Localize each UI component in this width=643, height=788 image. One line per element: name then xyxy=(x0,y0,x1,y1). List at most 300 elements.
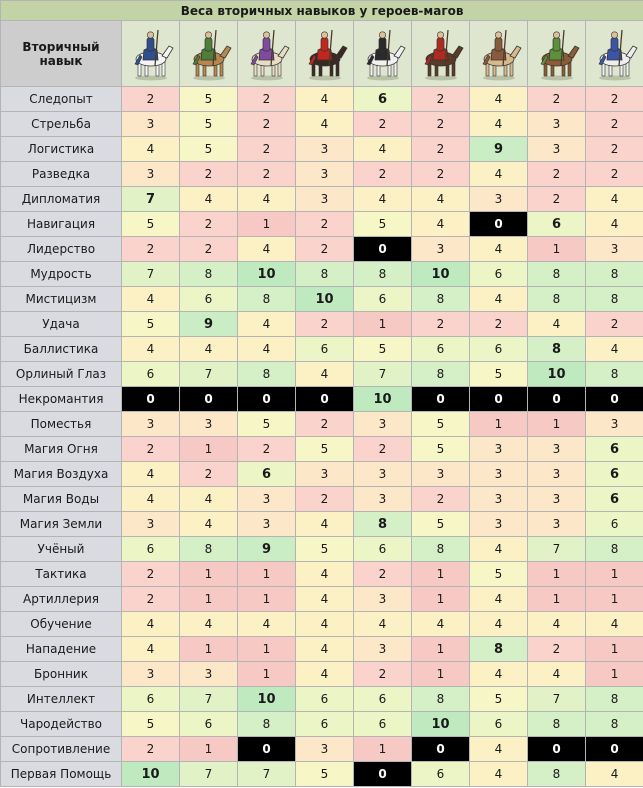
weight-cell: 4 xyxy=(180,612,238,637)
weight-cell: 1 xyxy=(238,662,296,687)
weight-cell: 3 xyxy=(296,737,354,762)
weight-cell: 10 xyxy=(238,687,296,712)
weight-cell: 2 xyxy=(238,437,296,462)
table-row xyxy=(1,412,643,437)
weight-cell: 2 xyxy=(238,162,296,187)
weight-cell: 8 xyxy=(528,287,586,312)
weight-cell: 6 xyxy=(586,487,643,512)
weight-cell: 3 xyxy=(586,237,643,262)
table-row xyxy=(1,387,643,412)
weight-cell: 4 xyxy=(238,312,296,337)
weight-cell: 2 xyxy=(180,237,238,262)
table-row xyxy=(1,87,643,112)
table-row xyxy=(1,537,643,562)
weight-cell: 6 xyxy=(180,712,238,737)
weight-cell: 4 xyxy=(296,87,354,112)
table-row xyxy=(1,562,643,587)
weight-cell: 4 xyxy=(470,287,528,312)
table-row xyxy=(1,712,643,737)
skill-name-cell: Мудрость xyxy=(1,262,122,287)
skill-name-cell: Разведка xyxy=(1,162,122,187)
weight-cell: 0 xyxy=(470,387,528,412)
weight-cell: 3 xyxy=(528,437,586,462)
weight-cell: 10 xyxy=(412,262,470,287)
table-row xyxy=(1,737,643,762)
skill-name-cell: Магия Воздуха xyxy=(1,462,122,487)
weight-cell: 5 xyxy=(470,362,528,387)
weight-cell: 4 xyxy=(122,637,180,662)
weight-cell: 3 xyxy=(470,437,528,462)
weight-cell: 2 xyxy=(180,462,238,487)
hero-header-4 xyxy=(296,21,354,87)
weight-cell: 6 xyxy=(354,712,412,737)
skill-name-cell: Поместья xyxy=(1,412,122,437)
weight-cell: 3 xyxy=(412,237,470,262)
weight-cell: 2 xyxy=(296,487,354,512)
skill-column-header: Вторичный навык xyxy=(1,21,122,87)
weight-cell: 2 xyxy=(122,87,180,112)
weight-cell: 5 xyxy=(296,437,354,462)
skill-name-cell: Тактика xyxy=(1,562,122,587)
skill-name-cell: Мистицизм xyxy=(1,287,122,312)
skill-name-cell: Первая Помощь xyxy=(1,762,122,787)
weight-cell: 6 xyxy=(296,687,354,712)
hero-header-1 xyxy=(122,21,180,87)
table-row xyxy=(1,637,643,662)
table-row xyxy=(1,462,643,487)
weight-cell: 4 xyxy=(180,512,238,537)
weight-cell: 2 xyxy=(412,87,470,112)
skill-name-cell: Логистика xyxy=(1,137,122,162)
weight-cell: 6 xyxy=(412,762,470,787)
knight-rider-icon xyxy=(184,26,234,82)
weight-cell: 2 xyxy=(180,162,238,187)
table-row xyxy=(1,512,643,537)
skill-name-cell: Артиллерия xyxy=(1,587,122,612)
weight-cell: 3 xyxy=(238,512,296,537)
weight-cell: 6 xyxy=(586,512,643,537)
weight-cell: 3 xyxy=(238,487,296,512)
weight-cell: 1 xyxy=(180,587,238,612)
weight-cell: 7 xyxy=(238,762,296,787)
weight-cell: 7 xyxy=(122,187,180,212)
weight-cell: 4 xyxy=(122,612,180,637)
weight-cell: 2 xyxy=(354,112,412,137)
weight-cell: 1 xyxy=(412,637,470,662)
weight-cell: 2 xyxy=(296,237,354,262)
weight-cell: 8 xyxy=(586,537,643,562)
weight-cell: 5 xyxy=(180,87,238,112)
weight-cell: 8 xyxy=(354,512,412,537)
weight-cell: 8 xyxy=(528,762,586,787)
weight-cell: 4 xyxy=(528,312,586,337)
weight-cell: 0 xyxy=(122,387,180,412)
weight-cell: 4 xyxy=(238,187,296,212)
weight-cell: 0 xyxy=(470,212,528,237)
weight-cell: 6 xyxy=(528,212,586,237)
weight-cell: 8 xyxy=(586,287,643,312)
skill-name-cell: Учёный xyxy=(1,537,122,562)
table-row xyxy=(1,237,643,262)
weight-cell: 6 xyxy=(238,462,296,487)
table-row xyxy=(1,687,643,712)
weight-cell: 4 xyxy=(180,337,238,362)
table-row xyxy=(1,487,643,512)
weight-cell: 6 xyxy=(354,687,412,712)
weight-cell: 0 xyxy=(354,762,412,787)
weight-cell: 1 xyxy=(354,737,412,762)
weight-cell: 4 xyxy=(238,237,296,262)
weight-cell: 3 xyxy=(354,587,412,612)
weight-cell: 6 xyxy=(122,687,180,712)
weight-cell: 4 xyxy=(296,512,354,537)
weight-cell: 4 xyxy=(470,587,528,612)
weight-cell: 4 xyxy=(296,662,354,687)
weight-cell: 4 xyxy=(122,287,180,312)
weight-cell: 1 xyxy=(586,637,643,662)
weight-cell: 3 xyxy=(528,487,586,512)
weight-cell: 4 xyxy=(470,162,528,187)
weight-cell: 2 xyxy=(122,562,180,587)
weight-cell: 4 xyxy=(586,337,643,362)
weight-cell: 4 xyxy=(238,612,296,637)
weight-cell: 2 xyxy=(412,137,470,162)
weight-cell: 5 xyxy=(122,212,180,237)
weight-cell: 8 xyxy=(412,287,470,312)
weight-cell: 2 xyxy=(586,312,643,337)
weight-cell: 4 xyxy=(586,612,643,637)
weight-cell: 3 xyxy=(528,512,586,537)
weight-cell: 7 xyxy=(528,687,586,712)
hero-header-8 xyxy=(528,21,586,87)
weight-cell: 2 xyxy=(122,237,180,262)
skill-name-cell: Обучение xyxy=(1,612,122,637)
skill-name-cell: Магия Огня xyxy=(1,437,122,462)
weight-cell: 1 xyxy=(354,312,412,337)
weight-cell: 5 xyxy=(412,412,470,437)
knight-rider-icon xyxy=(358,26,408,82)
weight-cell: 1 xyxy=(412,662,470,687)
weight-cell: 4 xyxy=(180,487,238,512)
weight-cell: 3 xyxy=(296,137,354,162)
weight-cell: 2 xyxy=(528,187,586,212)
weight-cell: 4 xyxy=(470,237,528,262)
weight-cell: 1 xyxy=(180,437,238,462)
weight-cell: 4 xyxy=(354,187,412,212)
weight-cell: 3 xyxy=(296,162,354,187)
weight-cell: 0 xyxy=(586,387,643,412)
weight-cell: 6 xyxy=(470,262,528,287)
weight-cell: 8 xyxy=(412,537,470,562)
table-row xyxy=(1,187,643,212)
weight-cell: 2 xyxy=(586,87,643,112)
weight-cell: 5 xyxy=(180,137,238,162)
weight-cell: 8 xyxy=(586,262,643,287)
weight-cell: 4 xyxy=(354,612,412,637)
table-row xyxy=(1,262,643,287)
weight-cell: 4 xyxy=(586,212,643,237)
weight-cell: 1 xyxy=(528,587,586,612)
weight-cell: 1 xyxy=(180,637,238,662)
knight-rider-icon xyxy=(474,26,524,82)
skill-name-cell: Интеллект xyxy=(1,687,122,712)
weight-cell: 8 xyxy=(528,337,586,362)
weight-cell: 1 xyxy=(586,587,643,612)
weight-cell: 10 xyxy=(354,387,412,412)
knight-rider-icon xyxy=(300,26,350,82)
hero-header-6 xyxy=(412,21,470,87)
weight-cell: 2 xyxy=(528,637,586,662)
weight-cell: 3 xyxy=(354,462,412,487)
weight-cell: 3 xyxy=(528,137,586,162)
weight-cell: 0 xyxy=(412,387,470,412)
weight-cell: 5 xyxy=(238,412,296,437)
weight-cell: 6 xyxy=(122,362,180,387)
skill-name-cell: Лидерство xyxy=(1,237,122,262)
weight-cell: 4 xyxy=(586,187,643,212)
weight-cell: 4 xyxy=(122,462,180,487)
weight-cell: 3 xyxy=(122,162,180,187)
weight-cell: 6 xyxy=(470,337,528,362)
weight-cell: 5 xyxy=(122,312,180,337)
weight-cell: 8 xyxy=(586,362,643,387)
weight-cell: 2 xyxy=(528,162,586,187)
weight-cell: 2 xyxy=(180,212,238,237)
weight-cell: 4 xyxy=(470,662,528,687)
skill-name-cell: Удача xyxy=(1,312,122,337)
weight-cell: 4 xyxy=(122,337,180,362)
weight-cell: 2 xyxy=(296,312,354,337)
weight-cell: 4 xyxy=(296,112,354,137)
weight-cell: 2 xyxy=(586,162,643,187)
weight-cell: 1 xyxy=(528,562,586,587)
weight-cell: 8 xyxy=(412,687,470,712)
weight-cell: 6 xyxy=(412,337,470,362)
table-row xyxy=(1,137,643,162)
weight-cell: 4 xyxy=(412,212,470,237)
table-row xyxy=(1,112,643,137)
weight-cell: 2 xyxy=(586,112,643,137)
weight-cell: 4 xyxy=(528,612,586,637)
table-row xyxy=(1,437,643,462)
weight-cell: 4 xyxy=(354,137,412,162)
knight-rider-icon xyxy=(590,26,640,82)
weight-cell: 1 xyxy=(238,587,296,612)
weight-cell: 0 xyxy=(238,737,296,762)
skill-name-cell: Баллистика xyxy=(1,337,122,362)
weight-cell: 3 xyxy=(470,487,528,512)
weight-cell: 2 xyxy=(122,587,180,612)
weight-cell: 1 xyxy=(412,562,470,587)
weight-cell: 3 xyxy=(180,412,238,437)
weight-cell: 4 xyxy=(412,187,470,212)
weight-cell: 7 xyxy=(180,687,238,712)
weight-cell: 6 xyxy=(122,537,180,562)
weight-cell: 1 xyxy=(528,412,586,437)
weight-cell: 2 xyxy=(296,212,354,237)
weight-cell: 6 xyxy=(470,712,528,737)
hero-header-7 xyxy=(470,21,528,87)
weight-cell: 2 xyxy=(354,662,412,687)
weight-cell: 6 xyxy=(586,437,643,462)
weight-cell: 5 xyxy=(296,762,354,787)
table-row xyxy=(1,312,643,337)
weight-cell: 5 xyxy=(122,712,180,737)
weight-cell: 8 xyxy=(586,712,643,737)
weight-cell: 6 xyxy=(180,287,238,312)
weight-cell: 4 xyxy=(586,762,643,787)
weight-cell: 0 xyxy=(296,387,354,412)
skill-name-cell: Чародейство xyxy=(1,712,122,737)
weight-cell: 6 xyxy=(354,537,412,562)
weight-cell: 9 xyxy=(470,137,528,162)
weight-cell: 7 xyxy=(180,762,238,787)
weight-cell: 8 xyxy=(296,262,354,287)
table-row xyxy=(1,212,643,237)
weight-cell: 8 xyxy=(528,712,586,737)
weight-cell: 0 xyxy=(528,387,586,412)
weight-cell: 4 xyxy=(296,587,354,612)
weight-cell: 7 xyxy=(122,262,180,287)
weight-cell: 8 xyxy=(180,537,238,562)
weight-cell: 10 xyxy=(238,262,296,287)
weight-cell: 4 xyxy=(296,637,354,662)
weight-cell: 3 xyxy=(412,462,470,487)
weight-cell: 10 xyxy=(528,362,586,387)
table-row xyxy=(1,287,643,312)
weight-cell: 1 xyxy=(238,637,296,662)
weight-cell: 8 xyxy=(238,712,296,737)
weight-cell: 9 xyxy=(180,312,238,337)
weight-cell: 4 xyxy=(470,762,528,787)
table-title: Веса вторичных навыков у героев-магов xyxy=(1,1,643,21)
weight-cell: 0 xyxy=(528,737,586,762)
weight-cell: 9 xyxy=(238,537,296,562)
weight-cell: 3 xyxy=(470,187,528,212)
weight-cell: 6 xyxy=(296,337,354,362)
weight-cell: 6 xyxy=(586,462,643,487)
weight-cell: 2 xyxy=(586,137,643,162)
weight-cell: 8 xyxy=(238,287,296,312)
weight-cell: 5 xyxy=(354,212,412,237)
weight-cell: 2 xyxy=(354,162,412,187)
weight-cell: 10 xyxy=(412,712,470,737)
skill-name-cell: Дипломатия xyxy=(1,187,122,212)
weight-cell: 0 xyxy=(586,737,643,762)
weight-cell: 8 xyxy=(470,637,528,662)
header-row xyxy=(1,21,643,87)
weight-cell: 4 xyxy=(470,537,528,562)
weight-cell: 4 xyxy=(122,137,180,162)
hero-header-2 xyxy=(180,21,238,87)
weight-cell: 3 xyxy=(296,462,354,487)
weight-cell: 10 xyxy=(122,762,180,787)
weight-cell: 1 xyxy=(586,562,643,587)
weight-cell: 5 xyxy=(412,437,470,462)
weight-cell: 0 xyxy=(354,237,412,262)
table-row xyxy=(1,162,643,187)
weight-cell: 5 xyxy=(180,112,238,137)
weight-cell: 3 xyxy=(296,187,354,212)
weight-cell: 2 xyxy=(238,87,296,112)
weight-cell: 4 xyxy=(296,612,354,637)
hero-header-9 xyxy=(586,21,643,87)
weight-cell: 3 xyxy=(470,462,528,487)
weight-cell: 4 xyxy=(238,337,296,362)
weight-cell: 2 xyxy=(238,112,296,137)
weight-cell: 0 xyxy=(180,387,238,412)
weight-cell: 2 xyxy=(296,412,354,437)
weight-cell: 3 xyxy=(122,512,180,537)
skill-name-cell: Магия Воды xyxy=(1,487,122,512)
weight-cell: 4 xyxy=(470,737,528,762)
weight-cell: 7 xyxy=(180,362,238,387)
weight-cell: 3 xyxy=(354,637,412,662)
weight-cell: 1 xyxy=(586,662,643,687)
skill-name-cell: Нападение xyxy=(1,637,122,662)
weight-cell: 2 xyxy=(122,437,180,462)
weight-cell: 2 xyxy=(412,312,470,337)
weight-cell: 2 xyxy=(412,112,470,137)
table-row xyxy=(1,762,643,787)
weight-cell: 2 xyxy=(238,137,296,162)
weight-cell: 2 xyxy=(412,162,470,187)
weight-cell: 1 xyxy=(470,412,528,437)
hero-header-3 xyxy=(238,21,296,87)
weight-cell: 8 xyxy=(586,687,643,712)
weight-cell: 4 xyxy=(470,87,528,112)
weight-cell: 4 xyxy=(470,612,528,637)
table-row xyxy=(1,362,643,387)
weight-cell: 1 xyxy=(238,562,296,587)
weight-cell: 10 xyxy=(296,287,354,312)
weight-cell: 5 xyxy=(354,337,412,362)
weight-cell: 6 xyxy=(354,287,412,312)
weight-cell: 5 xyxy=(296,537,354,562)
weight-cell: 3 xyxy=(122,112,180,137)
weight-cell: 5 xyxy=(470,687,528,712)
weight-cell: 3 xyxy=(586,412,643,437)
weight-cell: 2 xyxy=(412,487,470,512)
table-body xyxy=(1,87,643,787)
table-row xyxy=(1,612,643,637)
weight-cell: 2 xyxy=(470,312,528,337)
weight-cell: 1 xyxy=(180,737,238,762)
weight-cell: 2 xyxy=(122,737,180,762)
hero-header-5 xyxy=(354,21,412,87)
knight-rider-icon xyxy=(532,26,582,82)
skill-name-cell: Навигация xyxy=(1,212,122,237)
table-row xyxy=(1,337,643,362)
weight-cell: 3 xyxy=(354,487,412,512)
weight-cell: 2 xyxy=(528,87,586,112)
skill-name-cell: Стрельба xyxy=(1,112,122,137)
skill-name-cell: Некромантия xyxy=(1,387,122,412)
weight-cell: 3 xyxy=(528,112,586,137)
weight-cell: 4 xyxy=(180,187,238,212)
weight-cell: 3 xyxy=(122,412,180,437)
skill-name-cell: Магия Земли xyxy=(1,512,122,537)
weight-cell: 8 xyxy=(528,262,586,287)
weight-cell: 8 xyxy=(180,262,238,287)
weight-cell: 0 xyxy=(412,737,470,762)
weight-cell: 3 xyxy=(354,412,412,437)
weight-cell: 1 xyxy=(180,562,238,587)
weight-cell: 8 xyxy=(238,362,296,387)
knight-rider-icon xyxy=(416,26,466,82)
weight-cell: 6 xyxy=(354,87,412,112)
weight-cell: 6 xyxy=(296,712,354,737)
